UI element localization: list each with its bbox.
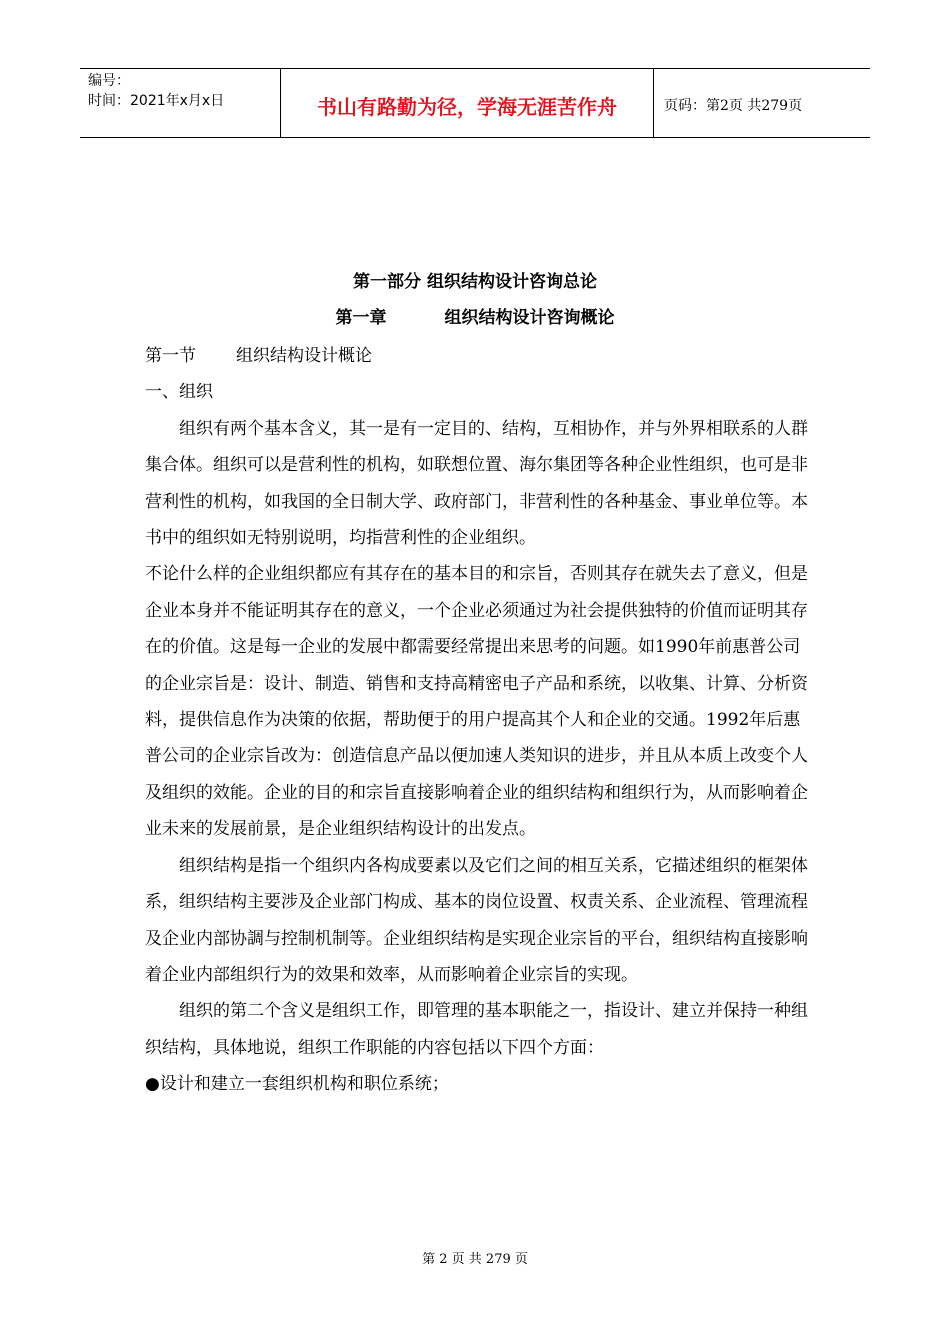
header-page-label: 页码：第2页 共279页	[664, 98, 803, 114]
page-header	[80, 68, 870, 138]
paragraph-2: 不论什么样的企业组织都应有其存在的基本目的和宗旨，否则其存在就失去了意义，但是企业本身并不能证明其存在的意义，一个企业必须通过为社会提供独特的价值而证明其存在的价值。这是每一企业的发展中都需要经常提出来思考的问题。如1990年前惠普公司的企业宗旨是：设计、制造、销售和支持高精密电子产品和系统，以收集、计算、分析资料，提供信息作为决策的依据，帮助便于的用户提高其个人和企业的交通。1992年后惠普公司的企业宗旨改为：创造信息产品以便加速人类知识的进步，并且从本质上改变个人及组织的效能。企业的目的和宗旨直接影响着企业的组织结构和组织行为，从而影响着企业未来的发展前景，是企业组织结构设计的出发点。	[145, 564, 808, 840]
header-number-label: 编号：	[88, 73, 130, 89]
part-title: 第一部分 组织结构设计咨询总论	[353, 272, 597, 292]
header-meta	[80, 69, 280, 137]
paragraph-4: 组织的第二个含义是组织工作，即管理的基本职能之一，指设计、建立并保持一种组织结构，具体地说，组织工作职能的内容包括以下四个方面：	[145, 1001, 808, 1058]
header-date-label: 时间：2021年x月x日	[88, 93, 225, 109]
bullet-item	[145, 1066, 813, 1102]
bullet-dot-icon: ●	[145, 1074, 160, 1095]
chapter-heading	[0, 303, 950, 328]
section-label: 第一节	[145, 346, 196, 366]
page-footer: 第 2 页 共 279 页	[422, 1252, 528, 1267]
document-body	[145, 338, 813, 1103]
chapter-title: 组织结构设计咨询概论	[444, 308, 615, 328]
section-heading	[145, 338, 813, 374]
subsection-heading: 一、组织	[145, 382, 213, 403]
bullet-text: 设计和建立一套组织机构和职位系统；	[159, 1074, 449, 1095]
chapter-label: 第一章	[335, 308, 387, 328]
paragraph-1: 组织有两个基本含义，其一是有一定目的、结构，互相协作，并与外界相联系的人群集合体。组织可以是营利性的机构，如联想位置、海尔集团等各种企业性组织，也可是非营利性的机构，如我国的全日制大学、政府部门，非营利性的各种基金、事业单位等。本书中的组织如无特别说明，均指营利性的企业组织。	[145, 418, 808, 549]
header-motto: 书山有路勤为径，学海无涯苦作舟	[280, 69, 654, 137]
paragraph-3: 组织结构是指一个组织内各构成要素以及它们之间的相互关系，它描述组织的框架体系，组织结构主要涉及企业部门构成、基本的岗位设置、权责关系、企业流程、管理流程及企业内部协調与控制机制等。企业组织结构是实现企业宗旨的平台，组织结构直接影响着企业内部组织行为的效果和效率，从而影响着企业宗旨的实现。	[145, 855, 808, 985]
section-title: 组织结构设计概论	[236, 346, 372, 366]
